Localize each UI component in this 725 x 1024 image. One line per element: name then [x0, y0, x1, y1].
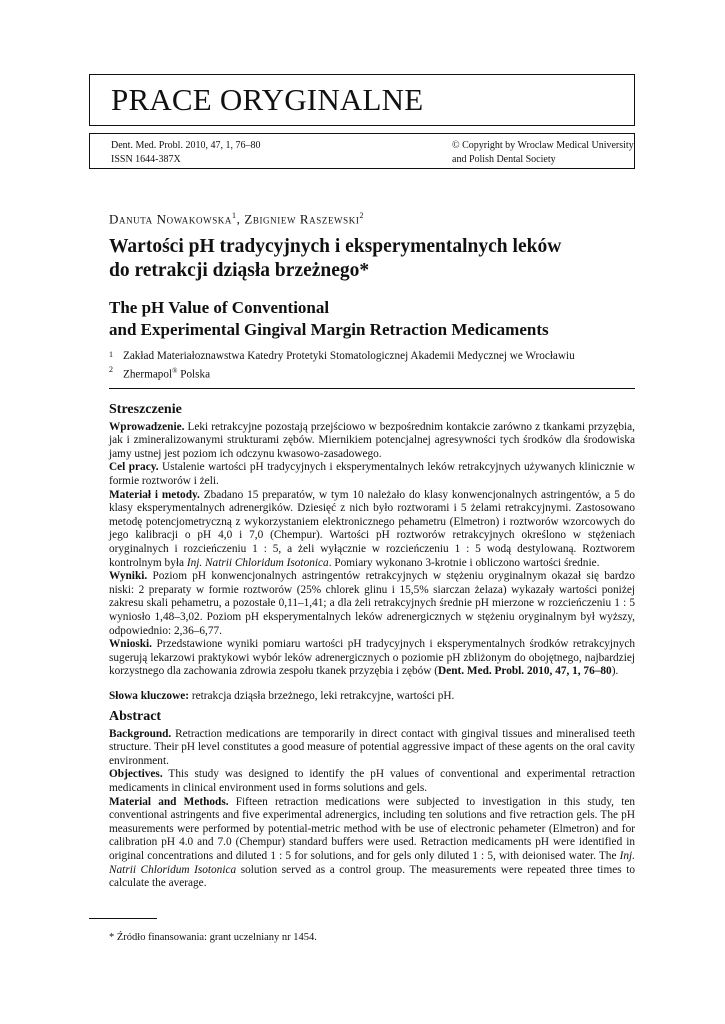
- paragraph: [109, 421, 635, 462]
- paragraph-text: Retraction medications are temporarily in direct contact with gingival tissues and mineralised teeth structure. Their pH level constitutes a good measure of potential aggressive impact of these agents on the oral cavity environment.: [109, 727, 635, 767]
- footnote: * Źródło finansowania: grant uczelniany nr 1454.: [109, 932, 317, 943]
- paragraph: [109, 768, 635, 795]
- paragraph-italic: Inj. Natrii Chloridum Isotonica: [109, 849, 635, 876]
- title-line: do retrakcji dziąsła brzeżnego*: [109, 260, 370, 281]
- paragraph-text-end: ).: [611, 665, 619, 678]
- section-heading: Abstract: [109, 709, 162, 724]
- paragraph-label: Material and Methods.: [109, 795, 229, 808]
- paragraph: [109, 796, 635, 891]
- paragraph: [109, 570, 635, 638]
- author-affil-mark: 1: [232, 211, 237, 220]
- section-heading: Streszczenie: [109, 402, 182, 417]
- affiliations: [109, 349, 575, 383]
- citation: [111, 139, 260, 167]
- divider: [109, 388, 635, 389]
- paragraph-text: Ustalenie wartości pH tradycyjnych i eksperymentalnych leków retrakcyjnych używanych klinicznie w formie roztworów i żeli.: [109, 461, 635, 487]
- paragraph-text: Zbadano 15 preparatów, w tym 10 należało do klasy konwencjonalnych astringentów, a 5 do klasy eksperymentalnych adrenergików. Dziesięć z nich było roztworami i 5 żelami retrakcyjnymi. Zastosowano metodę potencjometryczną z wykorzystaniem elektronicznego pehametru (Elmetron) i roztworów wzorcowych do jego kalibracji o pH 4,0 i 7,0 (Chempur). Wartości pH roztworów retrakcyjnych określono w stężeniach oryginalnych i rozcieńczeniu 1 : 5, a żeli wyłącznie w rozcieńczeniu 1 : 5 wodą destylowaną. Roztworem kontrolnym była: [109, 488, 636, 569]
- copyright: [452, 139, 634, 167]
- affiliation-text-after: Polska: [177, 368, 211, 381]
- keywords-label: Słowa kluczowe:: [109, 689, 190, 702]
- paragraph-text: This study was designed to identify the pH values of conventional and experimental retraction medicaments in clinical environment used in forms solutions and gels.: [109, 768, 635, 794]
- paragraph-label: Objectives.: [109, 768, 163, 781]
- abstract-section: [109, 710, 635, 891]
- affiliation: [109, 349, 575, 364]
- footnote-rule: [89, 918, 157, 919]
- keywords: [109, 690, 635, 704]
- paragraph-label: Background.: [109, 727, 172, 740]
- paragraph-label: Materiał i metody.: [109, 488, 200, 501]
- affiliation-number: 1: [109, 350, 113, 359]
- paragraph: [109, 728, 635, 769]
- section-title: PRACE ORYGINALNE: [111, 82, 424, 117]
- title-polish: [109, 235, 629, 283]
- paragraph-label: Wprowadzenie.: [109, 420, 185, 433]
- author-separator: ,: [236, 211, 245, 227]
- paragraph: [109, 638, 635, 679]
- issn-line: ISSN 1644-387X: [111, 154, 181, 165]
- keywords-text: retrakcja dziąsła brzeżnego, leki retrakcyjne, wartości pH.: [189, 689, 455, 702]
- paragraph-text: Przedstawione wyniki pomiaru wartości pH tradycyjnych i eksperymentalnych środków retrakcyjnych sugerują lekarzowi praktykowi wybór leków adrenergicznych o poziomie pH zbliżonym do obojętnego, najbardziej korzystnego dla zachowania zdrowia zespołu tkanek przyzębia i zębów (: [109, 638, 635, 678]
- title-line: Wartości pH tradycyjnych i eksperymentalnych leków: [109, 236, 562, 257]
- author-name: Danuta Nowakowska: [109, 211, 232, 227]
- affiliation: [109, 364, 575, 383]
- paragraph-label: Wyniki.: [109, 570, 148, 583]
- author-affil-mark: 2: [359, 211, 365, 220]
- affiliation-text: Zhermapol: [123, 368, 173, 381]
- authors: [109, 211, 364, 227]
- copyright-line-2: and Polish Dental Society: [452, 154, 556, 165]
- title-line: The pH Value of Conventional: [109, 298, 330, 317]
- paragraph: [109, 461, 635, 488]
- author-name: Zbigniew Raszewski: [244, 211, 360, 227]
- affiliation-number: 2: [109, 365, 113, 374]
- title-line: and Experimental Gingival Margin Retraction Medicaments: [109, 320, 549, 339]
- paragraph-label: Cel pracy.: [109, 461, 159, 474]
- paragraph-text-after: . Pomiary wykonano 3-krotnie i obliczono wartości średnie.: [328, 556, 600, 569]
- streszczenie-section: [109, 403, 635, 703]
- paragraph-label: Wnioski.: [109, 638, 153, 651]
- paragraph-text: Poziom pH konwencjonalnych astringentów retrakcyjnych w stężeniu oryginalnym okazał się bardzo niski: 2 preparaty w formie roztworów (25% chlorek glinu i 15,5% siarczan żelaza) wykazały wartości poniżej zakresu skali pehametru, a pozostałe 0,11–1,41; a dla żeli retrakcyjnych średnie pH mierzone w rozcieńczeniu 1 : 5 wyniosło 1,48–3,02. Poziom pH eksperymentalnych leków adrenergicznych w stężeniu oryginalnym był wyższy, odpowiednio: 2,36–6,77.: [109, 570, 635, 637]
- paragraph-italic: Inj. Natrii Chloridum Isotonica: [186, 556, 329, 569]
- affiliation-text: Zakład Materiałoznawstwa Katedry Protetyki Stomatologicznej Akademii Medycznej we Wrocławiu: [123, 350, 575, 362]
- title-english: [109, 297, 629, 341]
- copyright-line: © Copyright by Wroclaw Medical University: [452, 140, 634, 151]
- citation-line: Dent. Med. Probl. 2010, 47, 1, 76–80: [111, 140, 261, 151]
- paragraph-text: Leki retrakcyjne pozostają przejściowo w bezpośrednim kontakcie zarówno z tkankami przyzębia, jak i zmineralizowanymi strukturami zębów. Miernikiem potencjalnej agresywności tych środków dla środowiska jamy ustnej jest poziom ich odczynu kwasowo-zasadowego.: [109, 420, 635, 460]
- paragraph-text-after: solution served as a control group. The measurements were repeated three times to calculate the average.: [109, 863, 635, 890]
- paragraph-text: Fifteen retraction medications were subjected to investigation in this study, ten conventional astringents and five experimental adrenergics, including ten solutions and five retraction gels. The pH measurements were performed by potential-metric method with be use of electronic pehameter (Elmetron) and for calibration pH 4.0 and 7.0 (Chempur) standard buffers were used. Retraction medicaments pH were identified in original concentrations and diluted 1 : 5 for solutions, and for gels only diluted 1 : 5, with deionised water. The: [109, 795, 635, 862]
- citation-bold: Dent. Med. Probl. 2010, 47, 1, 76–80: [438, 665, 612, 678]
- section-title-box: [89, 74, 635, 126]
- registered-mark: ®: [172, 367, 178, 375]
- citation-box: [89, 133, 635, 169]
- paragraph: [109, 489, 635, 571]
